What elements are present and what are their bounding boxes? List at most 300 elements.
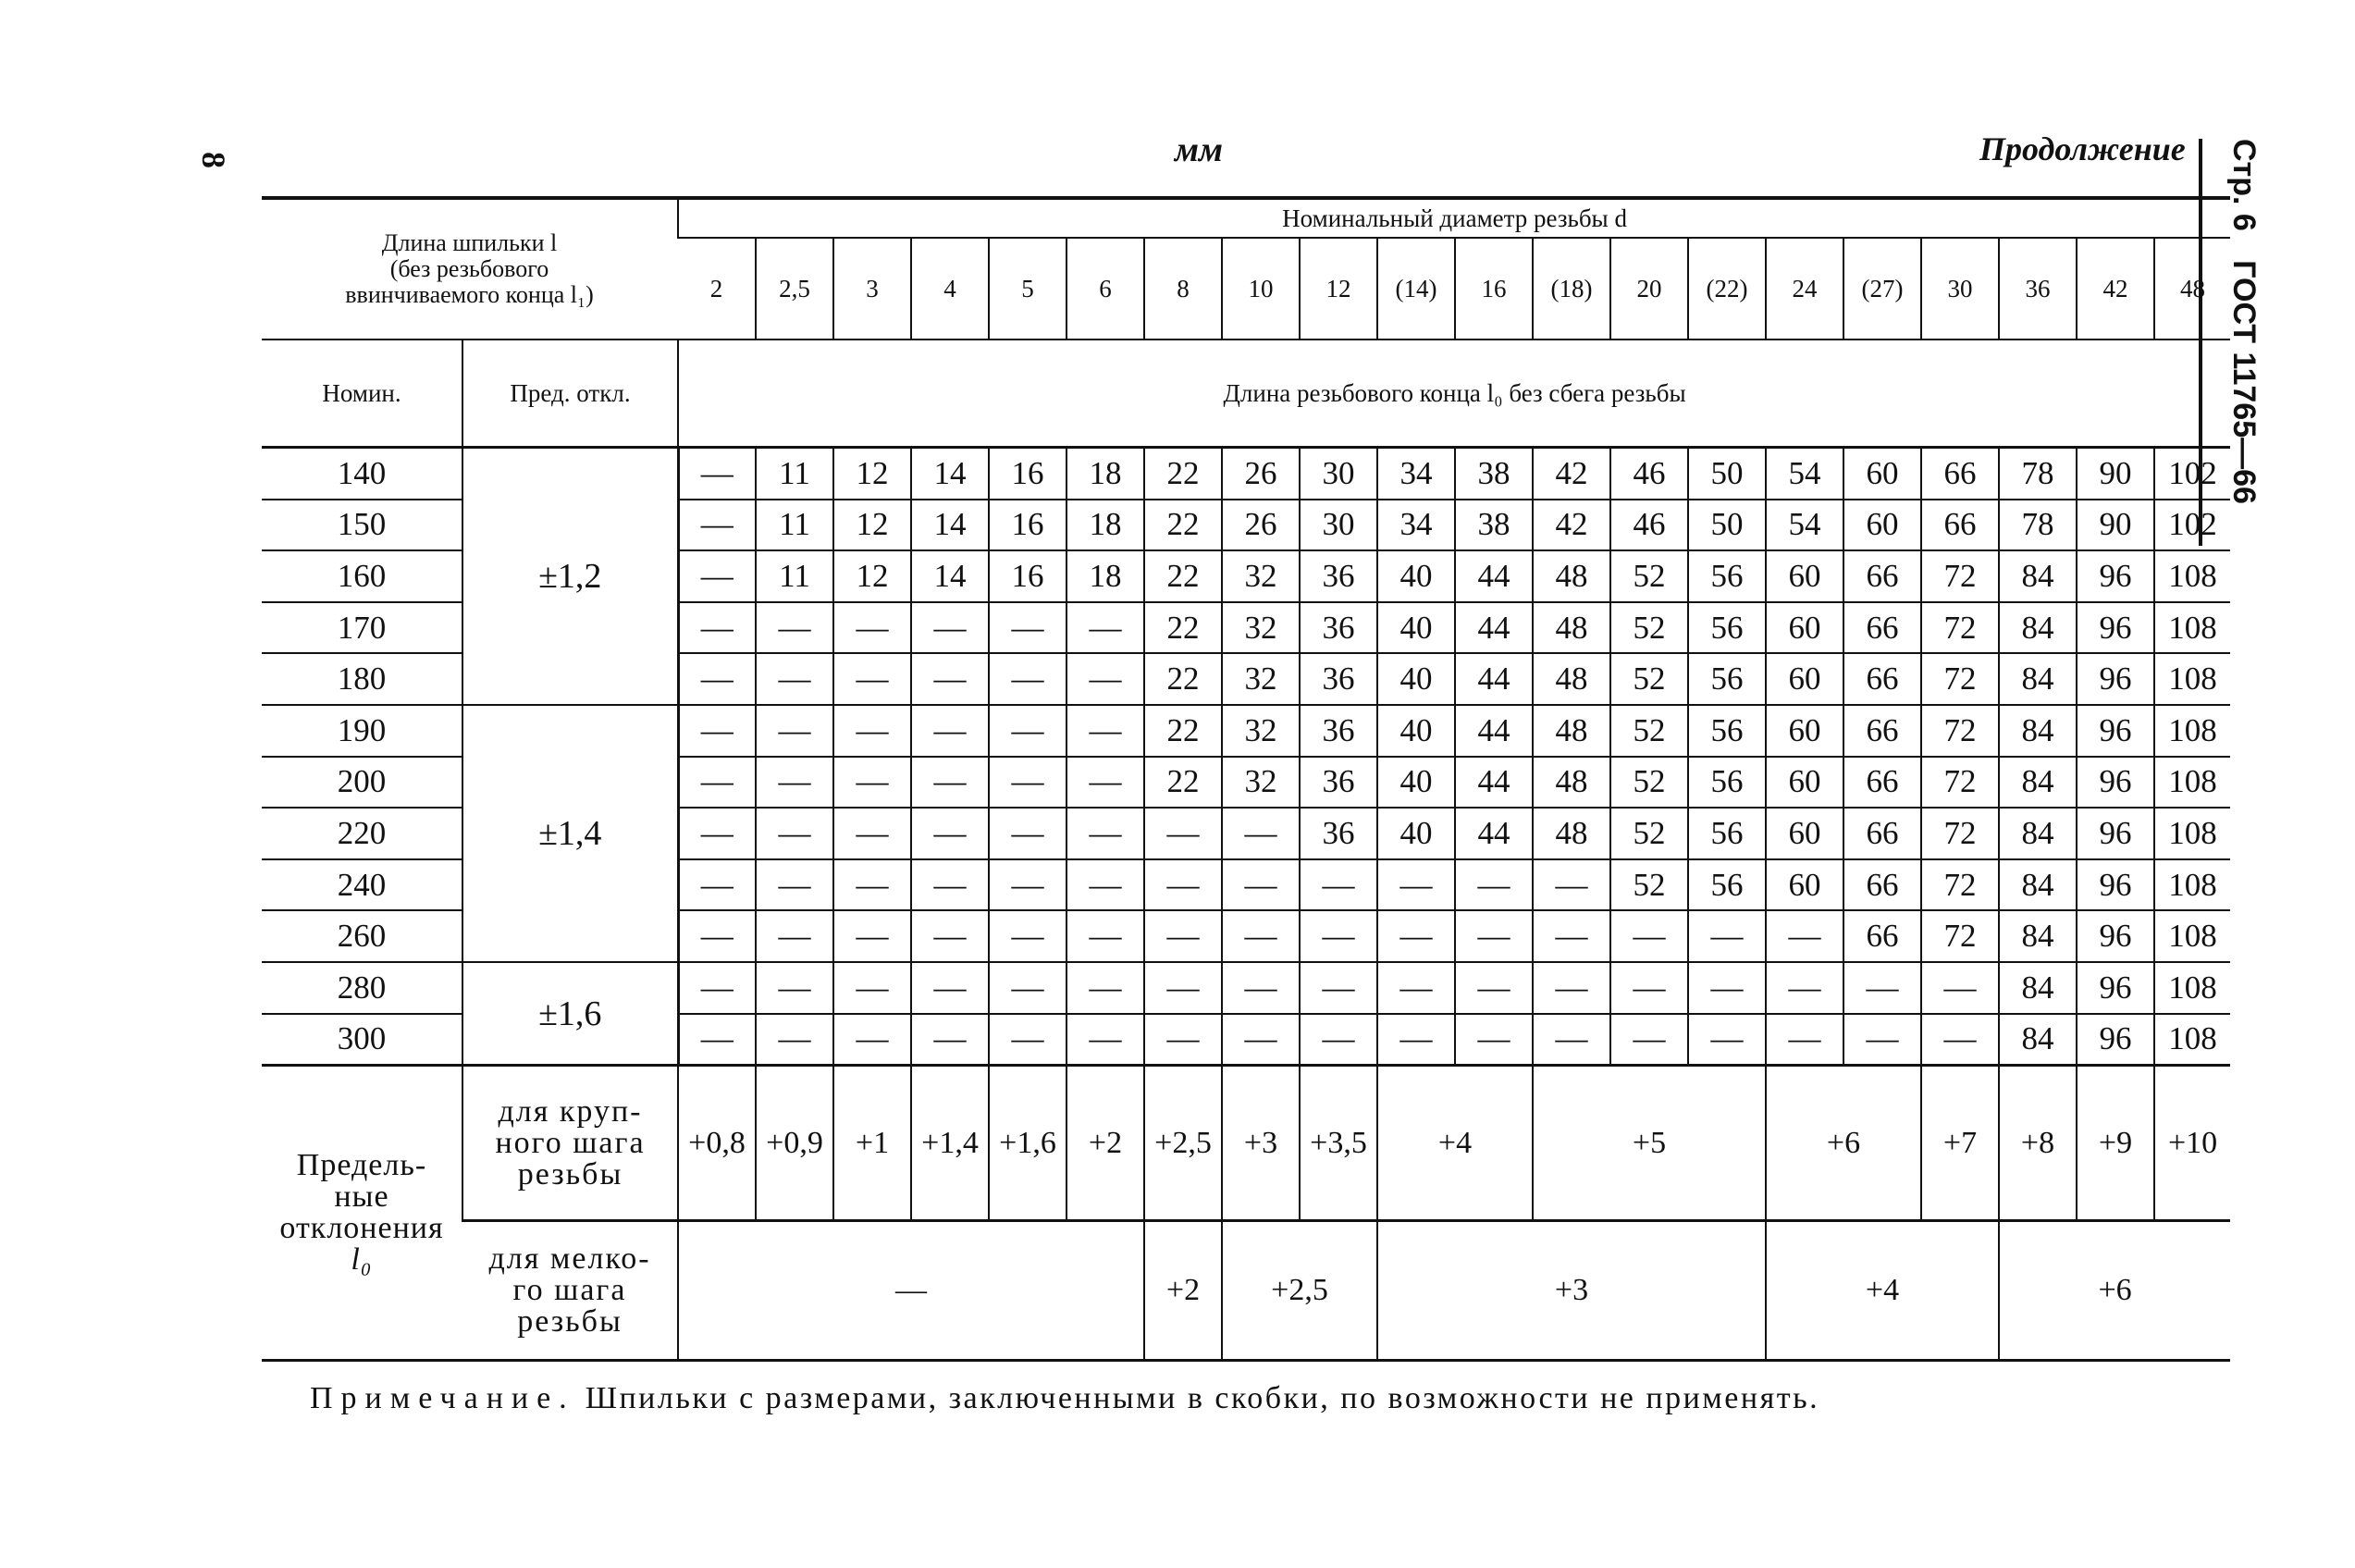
nominal-length-cell: 300: [262, 1014, 462, 1066]
thread-length-cell: 16: [989, 448, 1067, 500]
thread-length-cell: 18: [1067, 550, 1144, 602]
diameter-cell: 24: [1766, 238, 1843, 340]
thread-length-cell: —: [911, 808, 989, 859]
diameter-cell: 10: [1222, 238, 1300, 340]
coarse-value: +1,6: [989, 1066, 1067, 1221]
side-page-ref: Стр. 6: [2226, 139, 2262, 231]
thread-length-cell: —: [678, 653, 756, 705]
diameter-cell: 30: [1921, 238, 1999, 340]
thread-length-cell: 32: [1222, 757, 1300, 809]
coarse-value: +3,5: [1300, 1066, 1377, 1221]
thread-length-cell: 40: [1377, 653, 1455, 705]
fine-value: +2: [1144, 1221, 1222, 1361]
thread-length-cell: 60: [1766, 757, 1843, 809]
fine-pitch-label: [462, 1221, 678, 1361]
thread-length-cell: —: [1455, 962, 1533, 1014]
coarse-value: +6: [1766, 1066, 1921, 1221]
thread-length-cell: 78: [1999, 500, 2077, 551]
thread-length-cell: 56: [1688, 550, 1766, 602]
thread-length-cell: 26: [1222, 500, 1300, 551]
thread-length-cell: 46: [1610, 500, 1688, 551]
thread-length-cell: 40: [1377, 808, 1455, 859]
thread-length-cell: 84: [1999, 550, 2077, 602]
thread-length-cell: 12: [833, 550, 911, 602]
thread-length-cell: —: [1067, 859, 1144, 911]
stud-length-header-line: (без резьбового: [389, 255, 549, 282]
thread-length-cell: 56: [1688, 859, 1766, 911]
thread-length-cell: 48: [1533, 705, 1610, 757]
thread-length-cell: —: [1144, 859, 1222, 911]
thread-length-cell: 48: [1533, 808, 1610, 859]
diameter-cell: (22): [1688, 238, 1766, 340]
stud-length-header-line: Длина шпильки l: [381, 229, 558, 256]
thread-length-cell: —: [1144, 808, 1222, 859]
footnote-text: Шпильки с размерами, заключенными в скобки, по возможности не применять.: [585, 1381, 1820, 1415]
thread-length-cell: 40: [1377, 602, 1455, 654]
thread-length-cell: —: [756, 859, 833, 911]
thread-length-cell: —: [1610, 1014, 1688, 1066]
thread-length-cell: 84: [1999, 602, 2077, 654]
thread-length-cell: 52: [1610, 859, 1688, 911]
thread-length-cell: —: [1688, 962, 1766, 1014]
thread-length-cell: 30: [1300, 500, 1377, 551]
thread-length-cell: —: [1455, 859, 1533, 911]
thread-length-cell: 36: [1300, 653, 1377, 705]
diameter-cell: 6: [1067, 238, 1144, 340]
thread-length-cell: 102: [2154, 448, 2230, 500]
thread-length-cell: 60: [1843, 500, 1921, 551]
thread-length-cell: 52: [1610, 602, 1688, 654]
thread-length-cell: —: [1144, 910, 1222, 962]
coarse-label-line: резьбы: [517, 1156, 623, 1191]
thread-length-cell: 66: [1843, 602, 1921, 654]
thread-length-cell: —: [678, 602, 756, 654]
thread-length-cell: —: [1067, 1014, 1144, 1066]
thread-length-cell: —: [1067, 653, 1144, 705]
studs-dimension-table: [262, 196, 2230, 1362]
thread-length-cell: 14: [911, 550, 989, 602]
thread-length-cell: 56: [1688, 705, 1766, 757]
thread-length-cell: 44: [1455, 550, 1533, 602]
thread-length-cell: 42: [1533, 448, 1610, 500]
diameter-cell: 3: [833, 238, 911, 340]
thread-length-cell: —: [989, 757, 1067, 809]
thread-length-cell: —: [1222, 808, 1300, 859]
thread-length-cell: 96: [2077, 808, 2154, 859]
thread-length-cell: —: [1144, 1014, 1222, 1066]
thread-length-cell: 22: [1144, 448, 1222, 500]
thread-length-cell: 44: [1455, 705, 1533, 757]
diameter-cell: 36: [1999, 238, 2077, 340]
thread-length-cell: —: [1377, 859, 1455, 911]
coarse-value: +9: [2077, 1066, 2154, 1221]
thread-length-cell: —: [1300, 910, 1377, 962]
nominal-length-cell: 220: [262, 808, 462, 859]
thread-length-cell: —: [833, 653, 911, 705]
thread-length-cell: —: [1610, 910, 1688, 962]
thread-length-cell: —: [1455, 910, 1533, 962]
deviation-header: Пред. откл.: [462, 340, 678, 448]
deviation-group-cell: ±1,2: [462, 448, 678, 705]
thread-length-header: Длина резьбового конца l₀ без сбега резьбы: [678, 340, 2230, 448]
thread-length-cell: —: [911, 1014, 989, 1066]
thread-length-cell: —: [989, 653, 1067, 705]
thread-length-cell: 90: [2077, 448, 2154, 500]
thread-length-cell: —: [1688, 910, 1766, 962]
coarse-value: +5: [1533, 1066, 1766, 1221]
thread-length-cell: 18: [1067, 448, 1144, 500]
thread-length-cell: —: [1533, 1014, 1610, 1066]
thread-length-cell: —: [678, 550, 756, 602]
fine-value: —: [678, 1221, 1144, 1361]
thread-length-cell: 14: [911, 448, 989, 500]
coarse-value: +0,9: [756, 1066, 833, 1221]
diameter-cell: (27): [1843, 238, 1921, 340]
thread-length-cell: —: [756, 1014, 833, 1066]
thread-length-cell: —: [989, 910, 1067, 962]
thread-length-cell: 96: [2077, 1014, 2154, 1066]
thread-length-cell: 96: [2077, 757, 2154, 809]
thread-length-cell: —: [1377, 1014, 1455, 1066]
thread-length-cell: 96: [2077, 602, 2154, 654]
coarse-value: +8: [1999, 1066, 2077, 1221]
thread-length-cell: 34: [1377, 500, 1455, 551]
thread-length-cell: —: [1067, 910, 1144, 962]
thread-length-cell: 34: [1377, 448, 1455, 500]
thread-length-cell: 22: [1144, 500, 1222, 551]
thread-length-cell: —: [678, 910, 756, 962]
coarse-value: +7: [1921, 1066, 1999, 1221]
thread-length-cell: 66: [1843, 859, 1921, 911]
thread-length-cell: 108: [2154, 550, 2230, 602]
nominal-length-cell: 160: [262, 550, 462, 602]
thread-length-cell: 50: [1688, 448, 1766, 500]
thread-length-cell: 96: [2077, 859, 2154, 911]
thread-length-cell: —: [989, 962, 1067, 1014]
thread-length-cell: —: [833, 602, 911, 654]
thread-length-cell: —: [756, 705, 833, 757]
thread-length-cell: 36: [1300, 705, 1377, 757]
thread-length-cell: 32: [1222, 550, 1300, 602]
thread-length-cell: 66: [1843, 808, 1921, 859]
thread-length-cell: 84: [1999, 757, 2077, 809]
footnote: [310, 1381, 1819, 1416]
thread-length-cell: 54: [1766, 500, 1843, 551]
thread-length-cell: —: [678, 1014, 756, 1066]
thread-length-cell: 32: [1222, 653, 1300, 705]
footnote-prefix: Примечание.: [310, 1381, 575, 1415]
thread-length-cell: 108: [2154, 962, 2230, 1014]
fine-label-line: резьбы: [517, 1304, 623, 1340]
thread-length-cell: 12: [833, 448, 911, 500]
thread-length-cell: 84: [1999, 1014, 2077, 1066]
thread-length-cell: —: [678, 859, 756, 911]
thread-length-cell: 40: [1377, 757, 1455, 809]
nominal-length-cell: 180: [262, 653, 462, 705]
thread-length-cell: 60: [1766, 705, 1843, 757]
thread-length-cell: 48: [1533, 550, 1610, 602]
fine-label-line: для мелко-: [488, 1241, 651, 1277]
thread-length-cell: 96: [2077, 653, 2154, 705]
thread-length-cell: 56: [1688, 653, 1766, 705]
nominal-length-cell: 190: [262, 705, 462, 757]
thread-length-cell: 38: [1455, 500, 1533, 551]
thread-length-cell: 72: [1921, 910, 1999, 962]
thread-length-cell: 32: [1222, 705, 1300, 757]
thread-length-cell: —: [1067, 808, 1144, 859]
thread-length-cell: —: [833, 910, 911, 962]
thread-length-cell: 66: [1843, 910, 1921, 962]
thread-length-cell: —: [833, 962, 911, 1014]
nominal-length-cell: 240: [262, 859, 462, 911]
coarse-value: +10: [2154, 1066, 2230, 1221]
thread-length-cell: —: [678, 448, 756, 500]
thread-length-cell: 72: [1921, 808, 1999, 859]
thread-length-cell: —: [911, 602, 989, 654]
coarse-value: +0,8: [678, 1066, 756, 1221]
thread-length-cell: —: [1144, 962, 1222, 1014]
coarse-value: +1,4: [911, 1066, 989, 1221]
thread-length-cell: —: [911, 653, 989, 705]
fine-value: +2,5: [1222, 1221, 1377, 1361]
thread-length-cell: 60: [1766, 602, 1843, 654]
thread-length-cell: —: [1533, 962, 1610, 1014]
thread-length-cell: 36: [1300, 602, 1377, 654]
thread-length-cell: —: [1766, 962, 1843, 1014]
thread-length-cell: 44: [1455, 653, 1533, 705]
thread-length-cell: 72: [1921, 757, 1999, 809]
thread-length-cell: 108: [2154, 705, 2230, 757]
limits-label-line: l₀: [351, 1242, 373, 1278]
thread-length-cell: 16: [989, 550, 1067, 602]
side-standard-ref: ГОСТ 11765—66: [2226, 260, 2262, 504]
thread-length-cell: —: [989, 1014, 1067, 1066]
thread-length-cell: —: [678, 962, 756, 1014]
diameter-header: Номинальный диаметр резьбы d: [678, 198, 2230, 238]
thread-length-cell: —: [911, 910, 989, 962]
thread-length-cell: 108: [2154, 757, 2230, 809]
thread-length-cell: 66: [1843, 757, 1921, 809]
thread-length-cell: 46: [1610, 448, 1688, 500]
thread-length-cell: 84: [1999, 910, 2077, 962]
thread-length-cell: —: [756, 808, 833, 859]
thread-length-cell: 32: [1222, 602, 1300, 654]
thread-length-cell: 14: [911, 500, 989, 551]
thread-length-cell: 54: [1766, 448, 1843, 500]
thread-length-cell: 30: [1300, 448, 1377, 500]
thread-length-cell: 90: [2077, 500, 2154, 551]
thread-length-cell: —: [1222, 910, 1300, 962]
thread-length-cell: 84: [1999, 808, 2077, 859]
thread-length-cell: —: [989, 705, 1067, 757]
limits-label: [262, 1066, 462, 1361]
thread-length-cell: 16: [989, 500, 1067, 551]
diameter-cell: 5: [989, 238, 1067, 340]
coarse-label-line: ного шага: [495, 1125, 646, 1160]
thread-length-cell: 102: [2154, 500, 2230, 551]
thread-length-cell: —: [1843, 1014, 1921, 1066]
thread-length-cell: 84: [1999, 653, 2077, 705]
coarse-value: +3: [1222, 1066, 1300, 1221]
thread-length-cell: —: [678, 705, 756, 757]
thread-length-cell: 72: [1921, 859, 1999, 911]
diameter-cell: 2: [678, 238, 756, 340]
thread-length-cell: 108: [2154, 653, 2230, 705]
thread-length-cell: 84: [1999, 859, 2077, 911]
thread-length-cell: —: [1222, 962, 1300, 1014]
thread-length-cell: —: [1766, 910, 1843, 962]
limits-label-line: Предель-: [296, 1148, 427, 1183]
thread-length-cell: —: [1222, 1014, 1300, 1066]
deviation-group-cell: ±1,6: [462, 962, 678, 1066]
thread-length-cell: 56: [1688, 808, 1766, 859]
units-label: мм: [1175, 130, 1224, 169]
thread-length-cell: 36: [1300, 550, 1377, 602]
coarse-value: +4: [1377, 1066, 1533, 1221]
thread-length-cell: —: [1300, 962, 1377, 1014]
thread-length-cell: —: [1300, 1014, 1377, 1066]
coarse-label-line: для круп-: [498, 1093, 643, 1129]
fine-value: +4: [1766, 1221, 1999, 1361]
thread-length-cell: —: [1843, 962, 1921, 1014]
thread-length-cell: —: [1766, 1014, 1843, 1066]
thread-length-cell: —: [833, 757, 911, 809]
thread-length-cell: 12: [833, 500, 911, 551]
thread-length-cell: —: [989, 808, 1067, 859]
limits-label-line: ные: [334, 1179, 389, 1215]
thread-length-cell: 78: [1999, 448, 2077, 500]
thread-length-cell: 96: [2077, 705, 2154, 757]
thread-length-cell: 66: [1921, 448, 1999, 500]
thread-length-cell: 108: [2154, 808, 2230, 859]
nominal-length-cell: 260: [262, 910, 462, 962]
thread-length-cell: 60: [1843, 448, 1921, 500]
thread-length-cell: —: [833, 808, 911, 859]
thread-length-cell: —: [1222, 859, 1300, 911]
coarse-value: +1: [833, 1066, 911, 1221]
thread-length-cell: —: [756, 757, 833, 809]
thread-length-cell: 22: [1144, 757, 1222, 809]
thread-length-cell: 66: [1921, 500, 1999, 551]
thread-length-cell: 66: [1843, 550, 1921, 602]
thread-length-cell: —: [756, 653, 833, 705]
coarse-value: +2: [1067, 1066, 1144, 1221]
thread-length-cell: 44: [1455, 757, 1533, 809]
thread-length-cell: 22: [1144, 602, 1222, 654]
thread-length-cell: 84: [1999, 962, 2077, 1014]
diameter-cell: 48: [2154, 238, 2230, 340]
thread-length-cell: —: [833, 859, 911, 911]
thread-length-cell: 52: [1610, 550, 1688, 602]
diameter-cell: 12: [1300, 238, 1377, 340]
thread-length-cell: 26: [1222, 448, 1300, 500]
thread-length-cell: 108: [2154, 910, 2230, 962]
thread-length-cell: 40: [1377, 550, 1455, 602]
thread-length-cell: —: [1688, 1014, 1766, 1066]
table-header: [262, 198, 2230, 448]
diameter-cell: 2,5: [756, 238, 833, 340]
nominal-length-cell: 200: [262, 757, 462, 809]
thread-length-cell: 96: [2077, 962, 2154, 1014]
deviation-group-cell: ±1,4: [462, 705, 678, 962]
thread-length-cell: 11: [756, 448, 833, 500]
thread-length-cell: 56: [1688, 602, 1766, 654]
thread-length-cell: 108: [2154, 859, 2230, 911]
thread-length-cell: 56: [1688, 757, 1766, 809]
fine-value: +3: [1377, 1221, 1766, 1361]
thread-length-cell: —: [1533, 859, 1610, 911]
table-row: [262, 962, 2230, 1014]
thread-length-cell: —: [911, 757, 989, 809]
thread-length-cell: 52: [1610, 653, 1688, 705]
thread-length-cell: 66: [1843, 705, 1921, 757]
thread-length-cell: 22: [1144, 705, 1222, 757]
diameter-cell: 42: [2077, 238, 2154, 340]
fine-label-line: го шага: [512, 1273, 627, 1308]
thread-length-cell: —: [911, 962, 989, 1014]
thread-length-cell: 52: [1610, 808, 1688, 859]
thread-length-cell: —: [678, 757, 756, 809]
thread-length-cell: —: [1067, 705, 1144, 757]
thread-length-cell: —: [833, 1014, 911, 1066]
thread-length-cell: —: [1377, 910, 1455, 962]
thread-length-cell: 36: [1300, 808, 1377, 859]
thread-length-cell: 11: [756, 550, 833, 602]
thread-length-cell: —: [1067, 602, 1144, 654]
diameter-cell: (14): [1377, 238, 1455, 340]
thread-length-cell: 38: [1455, 448, 1533, 500]
thread-length-cell: —: [756, 962, 833, 1014]
continuation-label: Продолжение: [1979, 130, 2186, 167]
thread-length-cell: 36: [1300, 757, 1377, 809]
thread-length-cell: 11: [756, 500, 833, 551]
thread-length-cell: 52: [1610, 705, 1688, 757]
thread-length-cell: 22: [1144, 550, 1222, 602]
nominal-length-cell: 140: [262, 448, 462, 500]
thread-length-cell: 108: [2154, 602, 2230, 654]
thread-length-cell: 44: [1455, 808, 1533, 859]
thread-length-cell: 42: [1533, 500, 1610, 551]
thread-length-cell: 72: [1921, 653, 1999, 705]
thread-length-cell: —: [911, 705, 989, 757]
thread-length-cell: —: [1300, 859, 1377, 911]
thread-length-cell: 18: [1067, 500, 1144, 551]
thread-length-cell: 84: [1999, 705, 2077, 757]
table-row: [262, 448, 2230, 500]
limits-label-line: отклонения: [279, 1211, 444, 1246]
thread-length-cell: —: [756, 602, 833, 654]
thread-length-cell: —: [1610, 962, 1688, 1014]
stud-length-header: [262, 198, 678, 340]
page-number: 8: [195, 152, 232, 168]
thread-length-cell: 60: [1766, 859, 1843, 911]
thread-length-cell: —: [833, 705, 911, 757]
table-row: [262, 705, 2230, 757]
thread-length-cell: —: [756, 910, 833, 962]
thread-length-cell: 22: [1144, 653, 1222, 705]
thread-length-cell: 48: [1533, 653, 1610, 705]
thread-length-cell: —: [1067, 962, 1144, 1014]
thread-length-cell: —: [678, 500, 756, 551]
stud-length-header-line: ввинчиваемого конца l₁): [345, 281, 594, 308]
limits-section: [262, 1066, 2230, 1361]
nominal-length-cell: 280: [262, 962, 462, 1014]
diameter-cell: 16: [1455, 238, 1533, 340]
thread-length-cell: 72: [1921, 602, 1999, 654]
thread-length-cell: —: [1921, 962, 1999, 1014]
thread-length-cell: 40: [1377, 705, 1455, 757]
thread-length-cell: 60: [1766, 550, 1843, 602]
